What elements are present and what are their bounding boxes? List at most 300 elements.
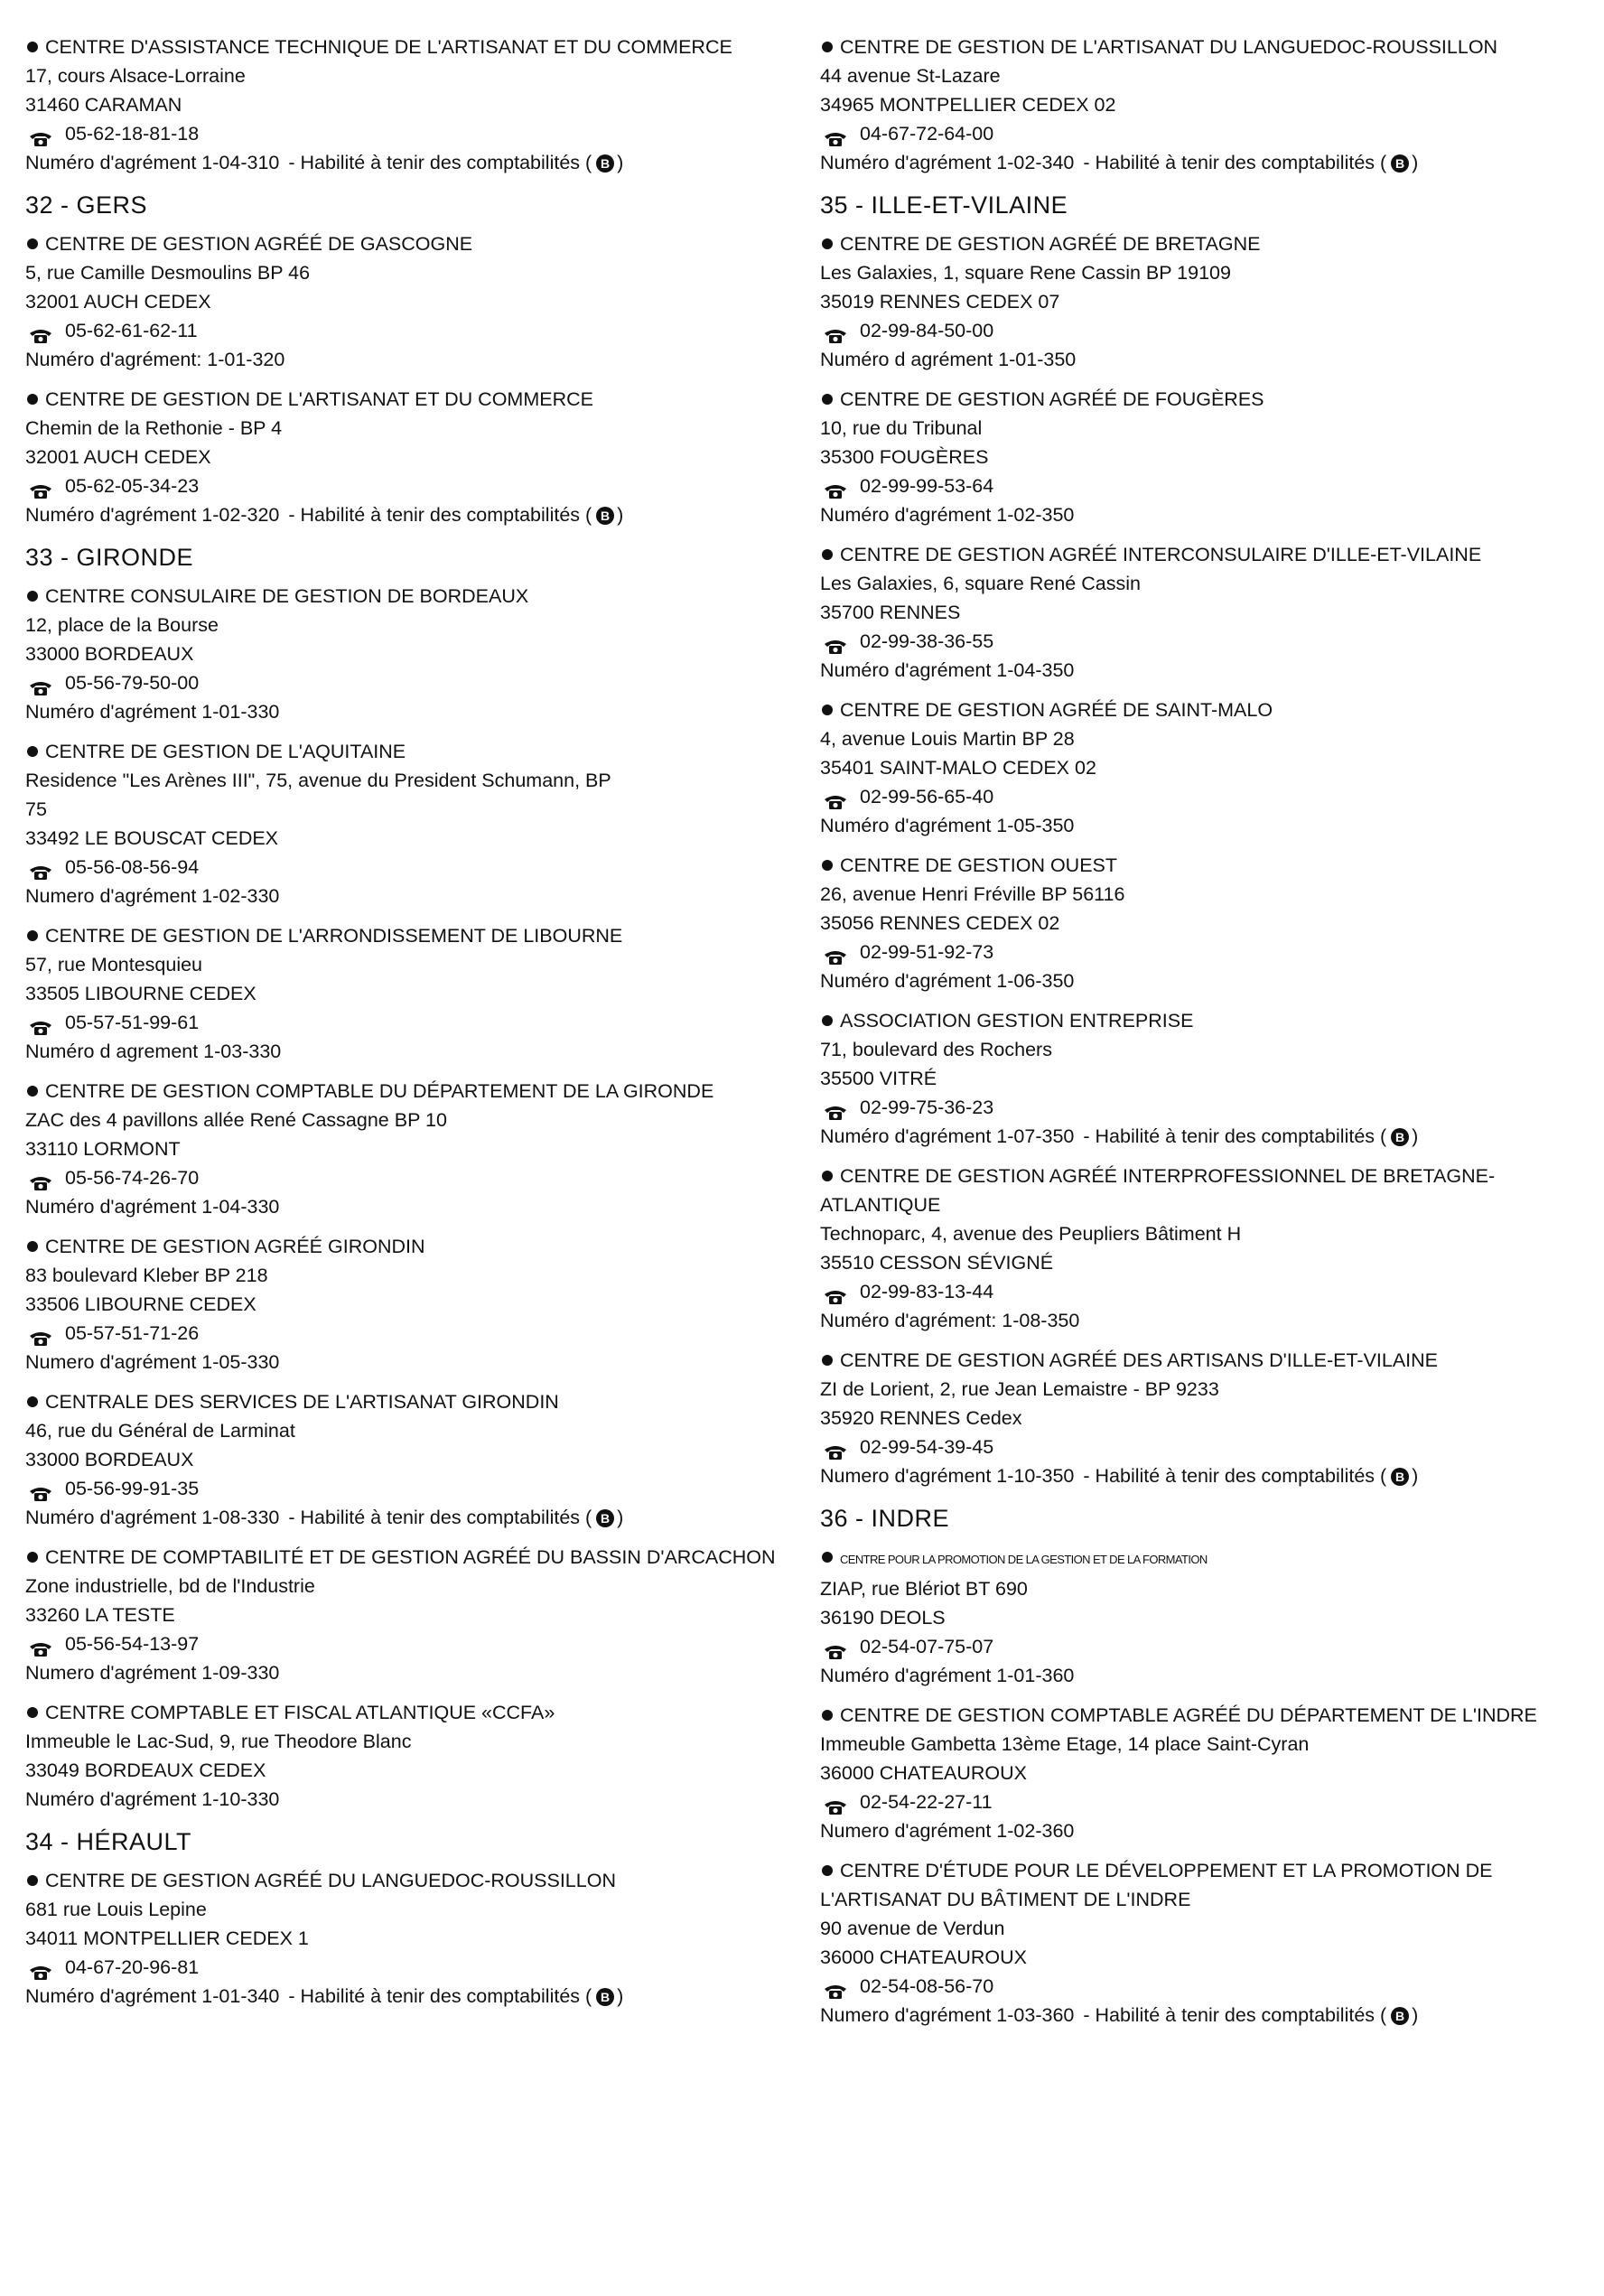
address-line: 33000 BORDEAUX xyxy=(25,1449,194,1470)
bullet-icon xyxy=(822,860,833,871)
habilitation-icon xyxy=(595,505,615,525)
bullet-icon xyxy=(822,1552,833,1563)
agrement-number: Numéro d'agrément 1-01-340 xyxy=(25,1985,280,2007)
entry-name-line xyxy=(25,737,784,766)
phone-number: 05-56-08-56-94 xyxy=(65,856,200,878)
entry-name-line xyxy=(25,1698,784,1727)
entry-name: CENTRALE DES SERVICES DE L'ARTISANAT GIRONDIN xyxy=(45,1391,559,1413)
address-line: 36000 CHATEAUROUX xyxy=(820,1946,1028,1968)
address-line: Residence "Les Arènes III", 75, avenue du President Schumann, BP xyxy=(25,770,611,791)
open-paren: ( xyxy=(1375,1125,1387,1147)
entry-name: ASSOCIATION GESTION ENTREPRISE xyxy=(840,1010,1194,1031)
agrement-number: Numéro d'agrément: 1-01-320 xyxy=(25,349,285,370)
agrement-number: Numéro d'agrément 1-05-350 xyxy=(820,815,1075,836)
phone-line xyxy=(820,1632,1579,1661)
address-line: 32001 AUCH CEDEX xyxy=(25,291,211,313)
address-line: 33506 LIBOURNE CEDEX xyxy=(25,1293,256,1315)
address-line: Zone industrielle, bd de l'Industrie xyxy=(25,1575,315,1597)
phone-line xyxy=(25,1008,784,1037)
address-line: 36000 CHATEAUROUX xyxy=(820,1762,1028,1784)
entry-name-line xyxy=(25,1866,784,1895)
section-title: 32 - GERS xyxy=(25,191,148,219)
entry-name: CENTRE DE GESTION AGRÉÉ DU LANGUEDOC-ROUSSILLON xyxy=(45,1870,616,1891)
address-line: 35920 RENNES Cedex xyxy=(820,1407,1022,1429)
svg-text:B: B xyxy=(601,155,611,171)
bullet-icon xyxy=(822,238,833,249)
agrement-number: Numéro d'agrément: 1-08-350 xyxy=(820,1310,1080,1331)
telephone-icon xyxy=(824,1440,847,1456)
phone-number: 02-54-22-27-11 xyxy=(860,1791,993,1813)
entry-name: CENTRE DE GESTION DE L'ARTISANAT DU LANGUEDOC-ROUSSILLON xyxy=(840,36,1498,58)
phone-line xyxy=(820,782,1579,811)
habilitation-icon xyxy=(1390,153,1410,173)
close-paren: ) xyxy=(1412,1125,1419,1147)
left-column xyxy=(25,33,784,2296)
section-title: 34 - HÉRAULT xyxy=(25,1828,192,1855)
address-line: 12, place de la Bourse xyxy=(25,614,219,636)
agrement-number: Numéro d'agrément 1-10-330 xyxy=(25,1788,280,1810)
entry-name: CENTRE CONSULAIRE DE GESTION DE BORDEAUX xyxy=(45,585,529,607)
agrement-line xyxy=(25,148,784,177)
phone-number: 02-54-07-75-07 xyxy=(860,1636,994,1657)
entry-name: CENTRE DE GESTION DE L'AQUITAINE xyxy=(45,741,406,762)
entry-name: CENTRE DE GESTION AGRÉÉ DE SAINT-MALO xyxy=(840,699,1273,721)
directory-entry xyxy=(25,921,784,1066)
address-line: 34011 MONTPELLIER CEDEX 1 xyxy=(25,1927,309,1949)
entry-name: CENTRE DE COMPTABILITÉ ET DE GESTION AGRÉÉ DU BASSIN D'ARCACHON xyxy=(45,1546,776,1568)
address-line: 4, avenue Louis Martin BP 28 xyxy=(820,728,1075,750)
entry-name-line xyxy=(25,385,784,414)
phone-line xyxy=(25,119,784,148)
directory-entry xyxy=(25,1698,784,1814)
address-line: 5, rue Camille Desmoulins BP 46 xyxy=(25,262,311,284)
agrement-number: Numéro d'agrément 1-07-350 xyxy=(820,1125,1075,1147)
entry-name: CENTRE DE GESTION COMPTABLE DU DÉPARTEMENT DE LA GIRONDE xyxy=(45,1080,714,1102)
agrement-number: Numero d'agrément 1-05-330 xyxy=(25,1351,280,1373)
right-column xyxy=(820,33,1579,2296)
agrement-number: Numero d'agrément 1-03-360 xyxy=(820,2004,1075,2026)
address-line: 75 xyxy=(25,798,47,820)
open-paren: ( xyxy=(580,504,592,526)
address-line: 71, boulevard des Rochers xyxy=(820,1039,1052,1060)
agrement-line xyxy=(25,1348,784,1377)
directory-entry xyxy=(820,1543,1579,1690)
open-paren: ( xyxy=(580,1507,592,1528)
agrement-line xyxy=(820,148,1579,177)
entry-name-line xyxy=(820,851,1579,880)
entry-name-line xyxy=(820,540,1579,569)
agrement-number: Numero d'agrément 1-10-350 xyxy=(820,1465,1075,1487)
address-line: 33505 LIBOURNE CEDEX xyxy=(25,983,256,1004)
bullet-icon xyxy=(27,1241,38,1252)
habilitation-text: - Habilité à tenir des comptabilités xyxy=(288,152,581,173)
entry-name: CENTRE DE GESTION COMPTABLE AGRÉÉ DU DÉPARTEMENT DE L'INDRE xyxy=(840,1704,1537,1726)
agrement-line xyxy=(820,2001,1579,2030)
directory-entry xyxy=(25,1866,784,2011)
telephone-icon xyxy=(824,1979,847,1995)
phone-number: 02-99-56-65-40 xyxy=(860,786,994,807)
habilitation-text: - Habilité à tenir des comptabilités xyxy=(1083,1465,1376,1487)
entry-name: CENTRE DE GESTION AGRÉÉ INTERPROFESSIONNEL DE BRETAGNE-ATLANTIQUE xyxy=(820,1165,1496,1216)
telephone-icon xyxy=(824,323,847,340)
agrement-line xyxy=(820,500,1579,529)
agrement-number: Numéro d'agrément 1-01-360 xyxy=(820,1665,1075,1686)
address-line: 35056 RENNES CEDEX 02 xyxy=(820,912,1060,934)
phone-number: 05-56-79-50-00 xyxy=(65,672,200,694)
habilitation-text: - Habilité à tenir des comptabilités xyxy=(1083,152,1376,173)
phone-number: 05-56-54-13-97 xyxy=(65,1633,200,1655)
address-line: ZI de Lorient, 2, rue Jean Lemaistre - BP 9233 xyxy=(820,1378,1219,1400)
phone-line xyxy=(820,119,1579,148)
open-paren: ( xyxy=(1375,2004,1387,2026)
address-line: Les Galaxies, 1, square Rene Cassin BP 19109 xyxy=(820,262,1231,284)
habilitation-text: - Habilité à tenir des comptabilités xyxy=(288,1985,581,2007)
address-line: 36190 DEOLS xyxy=(820,1607,946,1629)
agrement-line xyxy=(25,345,784,374)
address-line: Les Galaxies, 6, square René Cassin xyxy=(820,573,1141,594)
address-line: 35019 RENNES CEDEX 07 xyxy=(820,291,1060,313)
close-paren: ) xyxy=(617,1507,624,1528)
agrement-line xyxy=(820,656,1579,685)
entry-name-line xyxy=(25,33,784,61)
close-paren: ) xyxy=(617,1985,624,2007)
phone-number: 04-67-20-96-81 xyxy=(65,1956,200,1978)
telephone-icon xyxy=(824,945,847,961)
agrement-number: Numéro d'agrément 1-06-350 xyxy=(820,970,1075,992)
address-line: 35510 CESSON SÉVIGNÉ xyxy=(820,1252,1054,1274)
agrement-line xyxy=(820,966,1579,995)
habilitation-text: - Habilité à tenir des comptabilités xyxy=(1083,1125,1376,1147)
section-title: 35 - ILLE-ET-VILAINE xyxy=(820,191,1068,219)
phone-number: 05-56-99-91-35 xyxy=(65,1478,200,1499)
agrement-number: Numéro d agrement 1-03-330 xyxy=(25,1041,282,1062)
phone-number: 02-99-75-36-23 xyxy=(860,1097,994,1118)
address-line: 33260 LA TESTE xyxy=(25,1604,175,1626)
svg-text:B: B xyxy=(601,508,611,523)
directory-entry xyxy=(820,385,1579,529)
entry-name: CENTRE COMPTABLE ET FISCAL ATLANTIQUE «CCFA» xyxy=(45,1702,555,1723)
address-line: 33110 LORMONT xyxy=(25,1138,181,1160)
agrement-line xyxy=(25,1192,784,1221)
telephone-icon xyxy=(29,676,52,692)
entry-name: CENTRE DE GESTION OUEST xyxy=(840,854,1118,876)
address-line: 33000 BORDEAUX xyxy=(25,643,194,665)
phone-number: 02-99-99-53-64 xyxy=(860,475,994,497)
entry-name: CENTRE D'ÉTUDE POUR LE DÉVELOPPEMENT ET LA PROMOTION DE L'ARTISANAT DU BÂTIMENT DE L'INDRE xyxy=(820,1860,1493,1910)
entry-name: CENTRE DE GESTION AGRÉÉ DES ARTISANS D'ILLE-ET-VILAINE xyxy=(840,1349,1439,1371)
agrement-line xyxy=(820,811,1579,840)
bullet-icon xyxy=(822,1171,833,1181)
entry-name-line xyxy=(25,1387,784,1416)
agrement-number: Numéro d'agrément 1-04-310 xyxy=(25,152,280,173)
phone-line xyxy=(820,1972,1579,2001)
habilitation-icon xyxy=(595,1507,615,1527)
entry-name: CENTRE DE GESTION AGRÉÉ DE GASCOGNE xyxy=(45,233,473,255)
phone-line xyxy=(25,471,784,500)
address-line: 90 avenue de Verdun xyxy=(820,1918,1005,1939)
phone-number: 02-99-38-36-55 xyxy=(860,630,994,652)
bullet-icon xyxy=(27,1552,38,1563)
address-line: Technoparc, 4, avenue des Peupliers Bâtiment H xyxy=(820,1223,1242,1245)
address-line: 83 boulevard Kleber BP 218 xyxy=(25,1265,268,1286)
address-line: 35300 FOUGÈRES xyxy=(820,446,989,468)
directory-entry xyxy=(820,1006,1579,1151)
bullet-icon xyxy=(27,394,38,405)
address-line: 46, rue du Général de Larminat xyxy=(25,1420,295,1442)
directory-entry xyxy=(820,1701,1579,1845)
habilitation-icon xyxy=(1390,2005,1410,2025)
open-paren: ( xyxy=(580,1985,592,2007)
phone-number: 02-99-51-92-73 xyxy=(860,941,994,963)
close-paren: ) xyxy=(1412,2004,1419,2026)
phone-line xyxy=(820,938,1579,966)
bullet-icon xyxy=(822,549,833,560)
bullet-icon xyxy=(27,746,38,757)
telephone-icon xyxy=(824,634,847,650)
bullet-icon xyxy=(822,394,833,405)
entry-name-line xyxy=(820,695,1579,724)
close-paren: ) xyxy=(1412,1465,1419,1487)
entry-name: CENTRE POUR LA PROMOTION DE LA GESTION ET DE LA FORMATION xyxy=(840,1553,1208,1566)
open-paren: ( xyxy=(1375,152,1387,173)
entry-name-line xyxy=(820,1346,1579,1375)
phone-line xyxy=(820,316,1579,345)
habilitation-text: - Habilité à tenir des comptabilités xyxy=(288,504,581,526)
directory-entry xyxy=(25,1387,784,1532)
agrement-line xyxy=(25,882,784,910)
directory-entry xyxy=(25,582,784,726)
telephone-icon xyxy=(29,1960,52,1976)
directory-entry xyxy=(25,385,784,529)
agrement-number: Numéro d'agrément 1-02-340 xyxy=(820,152,1075,173)
open-paren: ( xyxy=(1375,1465,1387,1487)
section-title: 33 - GIRONDE xyxy=(25,544,194,571)
entry-name: CENTRE DE GESTION DE L'ARRONDISSEMENT DE LIBOURNE xyxy=(45,925,623,947)
phone-number: 02-99-83-13-44 xyxy=(860,1281,994,1302)
entry-name: CENTRE DE GESTION DE L'ARTISANAT ET DU COMMERCE xyxy=(45,388,593,410)
address-line: ZIAP, rue Blériot BT 690 xyxy=(820,1578,1028,1600)
phone-line xyxy=(820,1277,1579,1306)
agrement-number: Numero d'agrément 1-02-360 xyxy=(820,1820,1075,1842)
agrement-line xyxy=(25,1037,784,1066)
address-line: 57, rue Montesquieu xyxy=(25,954,203,975)
telephone-icon xyxy=(824,1795,847,1811)
entry-name-line xyxy=(820,1543,1579,1574)
agrement-line xyxy=(820,1461,1579,1490)
bullet-icon xyxy=(822,1865,833,1876)
address-line: 44 avenue St-Lazare xyxy=(820,65,1001,87)
directory-entry xyxy=(820,1346,1579,1490)
entry-name-line xyxy=(820,33,1579,61)
bullet-icon xyxy=(27,1875,38,1886)
agrement-number: Numéro d'agrément 1-02-320 xyxy=(25,504,280,526)
agrement-number: Numéro d'agrément 1-02-350 xyxy=(820,504,1075,526)
phone-number: 04-67-72-64-00 xyxy=(860,123,994,145)
directory-entry xyxy=(820,1856,1579,2030)
address-line: 32001 AUCH CEDEX xyxy=(25,446,211,468)
directory-entry xyxy=(25,33,784,177)
telephone-icon xyxy=(824,1284,847,1301)
entry-name-line xyxy=(820,1856,1579,1914)
bullet-icon xyxy=(822,1710,833,1721)
directory-entry xyxy=(25,1232,784,1377)
bullet-icon xyxy=(27,1086,38,1097)
bullet-icon xyxy=(27,1707,38,1718)
phone-line xyxy=(25,1474,784,1503)
telephone-icon xyxy=(824,789,847,806)
address-line: 17, cours Alsace-Lorraine xyxy=(25,65,246,87)
agrement-line xyxy=(25,1982,784,2011)
agrement-number: Numero d'agrément 1-02-330 xyxy=(25,885,280,907)
entry-name: CENTRE DE GESTION AGRÉÉ INTERCONSULAIRE D'ILLE-ET-VILAINE xyxy=(840,544,1482,565)
telephone-icon xyxy=(824,1100,847,1116)
telephone-icon xyxy=(824,126,847,143)
address-line: 35401 SAINT-MALO CEDEX 02 xyxy=(820,757,1096,779)
habilitation-text: - Habilité à tenir des comptabilités xyxy=(1083,2004,1376,2026)
bullet-icon xyxy=(822,705,833,715)
directory-entry xyxy=(25,1543,784,1687)
phone-number: 02-54-08-56-70 xyxy=(860,1975,994,1997)
telephone-icon xyxy=(29,1637,52,1653)
directory-entry xyxy=(820,851,1579,995)
directory-entry xyxy=(820,1162,1579,1335)
close-paren: ) xyxy=(617,504,624,526)
entry-name-line xyxy=(820,1006,1579,1035)
entry-name: CENTRE D'ASSISTANCE TECHNIQUE DE L'ARTISANAT ET DU COMMERCE xyxy=(45,36,732,58)
address-line: 33492 LE BOUSCAT CEDEX xyxy=(25,827,279,849)
agrement-line xyxy=(820,1661,1579,1690)
telephone-icon xyxy=(29,479,52,495)
agrement-line xyxy=(820,1816,1579,1845)
directory-entry xyxy=(820,229,1579,374)
bullet-icon xyxy=(822,42,833,52)
bullet-icon xyxy=(27,1396,38,1407)
telephone-icon xyxy=(29,860,52,876)
agrement-line xyxy=(25,697,784,726)
phone-number: 02-99-84-50-00 xyxy=(860,320,994,341)
address-line: 35500 VITRÉ xyxy=(820,1068,937,1089)
entry-name-line xyxy=(25,921,784,950)
agrement-number: Numero d'agrément 1-09-330 xyxy=(25,1662,280,1684)
telephone-icon xyxy=(29,1171,52,1187)
agrement-line xyxy=(25,1785,784,1814)
entry-name-line xyxy=(820,229,1579,258)
habilitation-text: - Habilité à tenir des comptabilités xyxy=(288,1507,581,1528)
habilitation-icon xyxy=(1390,1466,1410,1486)
address-line: Immeuble le Lac-Sud, 9, rue Theodore Blanc xyxy=(25,1731,412,1752)
phone-line xyxy=(820,627,1579,656)
entry-name-line xyxy=(25,1543,784,1572)
agrement-line xyxy=(25,500,784,529)
telephone-icon xyxy=(29,126,52,143)
entry-name-line xyxy=(25,1232,784,1261)
phone-line xyxy=(25,1629,784,1658)
address-line: 35700 RENNES xyxy=(820,602,961,623)
phone-line xyxy=(820,1787,1579,1816)
phone-number: 05-57-51-99-61 xyxy=(65,1012,200,1033)
entry-name-line xyxy=(25,1077,784,1106)
phone-number: 05-62-05-34-23 xyxy=(65,475,200,497)
telephone-icon xyxy=(29,1326,52,1342)
address-line: ZAC des 4 pavillons allée René Cassagne BP 10 xyxy=(25,1109,447,1131)
close-paren: ) xyxy=(1412,152,1419,173)
phone-number: 05-57-51-71-26 xyxy=(65,1322,200,1344)
address-line: 26, avenue Henri Fréville BP 56116 xyxy=(820,883,1125,905)
bullet-icon xyxy=(822,1015,833,1026)
svg-text:B: B xyxy=(1395,1469,1405,1484)
agrement-number: Numéro d'agrément 1-04-350 xyxy=(820,659,1075,681)
section-title: 36 - INDRE xyxy=(820,1505,950,1532)
address-line: 31460 CARAMAN xyxy=(25,94,182,116)
phone-line xyxy=(25,1163,784,1192)
agrement-line xyxy=(25,1658,784,1687)
telephone-icon xyxy=(29,1481,52,1498)
phone-line xyxy=(820,1433,1579,1461)
entry-name-line xyxy=(820,1162,1579,1219)
svg-text:B: B xyxy=(1395,2008,1405,2023)
directory-entry xyxy=(25,229,784,374)
bullet-icon xyxy=(822,1355,833,1366)
bullet-icon xyxy=(27,930,38,941)
directory-entry xyxy=(820,540,1579,685)
open-paren: ( xyxy=(580,152,592,173)
entry-name-line xyxy=(25,582,784,611)
entry-name: CENTRE DE GESTION AGRÉÉ DE FOUGÈRES xyxy=(840,388,1264,410)
phone-number: 02-99-54-39-45 xyxy=(860,1436,994,1458)
entry-name: CENTRE DE GESTION AGRÉÉ DE BRETAGNE xyxy=(840,233,1261,255)
habilitation-icon xyxy=(595,153,615,173)
entry-name-line xyxy=(820,385,1579,414)
agrement-line xyxy=(25,1503,784,1532)
directory-entry xyxy=(25,1077,784,1221)
svg-text:B: B xyxy=(1395,155,1405,171)
directory-entry xyxy=(25,737,784,910)
phone-number: 05-62-61-62-11 xyxy=(65,320,198,341)
phone-line xyxy=(25,853,784,882)
entry-name: CENTRE DE GESTION AGRÉÉ GIRONDIN xyxy=(45,1236,425,1257)
address-line: 681 rue Louis Lepine xyxy=(25,1899,207,1920)
address-line: Chemin de la Rethonie - BP 4 xyxy=(25,417,283,439)
agrement-number: Numéro d'agrément 1-08-330 xyxy=(25,1507,280,1528)
address-line: Immeuble Gambetta 13ème Etage, 14 place Saint-Cyran xyxy=(820,1733,1310,1755)
phone-number: 05-62-18-81-18 xyxy=(65,123,200,145)
entry-name-line xyxy=(820,1701,1579,1730)
agrement-line xyxy=(820,1122,1579,1151)
agrement-line xyxy=(820,345,1579,374)
address-line: 33049 BORDEAUX CEDEX xyxy=(25,1759,266,1781)
phone-line xyxy=(25,668,784,697)
phone-line xyxy=(820,1093,1579,1122)
agrement-number: Numéro d'agrément 1-01-330 xyxy=(25,701,280,723)
entry-name-line xyxy=(25,229,784,258)
address-line: 10, rue du Tribunal xyxy=(820,417,983,439)
phone-line xyxy=(25,316,784,345)
svg-text:B: B xyxy=(601,1510,611,1526)
svg-text:B: B xyxy=(1395,1129,1405,1144)
bullet-icon xyxy=(27,238,38,249)
telephone-icon xyxy=(29,323,52,340)
habilitation-icon xyxy=(595,1986,615,2006)
agrement-number: Numéro d agrément 1-01-350 xyxy=(820,349,1077,370)
bullet-icon xyxy=(27,591,38,602)
telephone-icon xyxy=(824,1639,847,1656)
phone-number: 05-56-74-26-70 xyxy=(65,1167,200,1189)
telephone-icon xyxy=(29,1015,52,1031)
telephone-icon xyxy=(824,479,847,495)
svg-text:B: B xyxy=(601,1989,611,2004)
agrement-line xyxy=(820,1306,1579,1335)
bullet-icon xyxy=(27,42,38,52)
